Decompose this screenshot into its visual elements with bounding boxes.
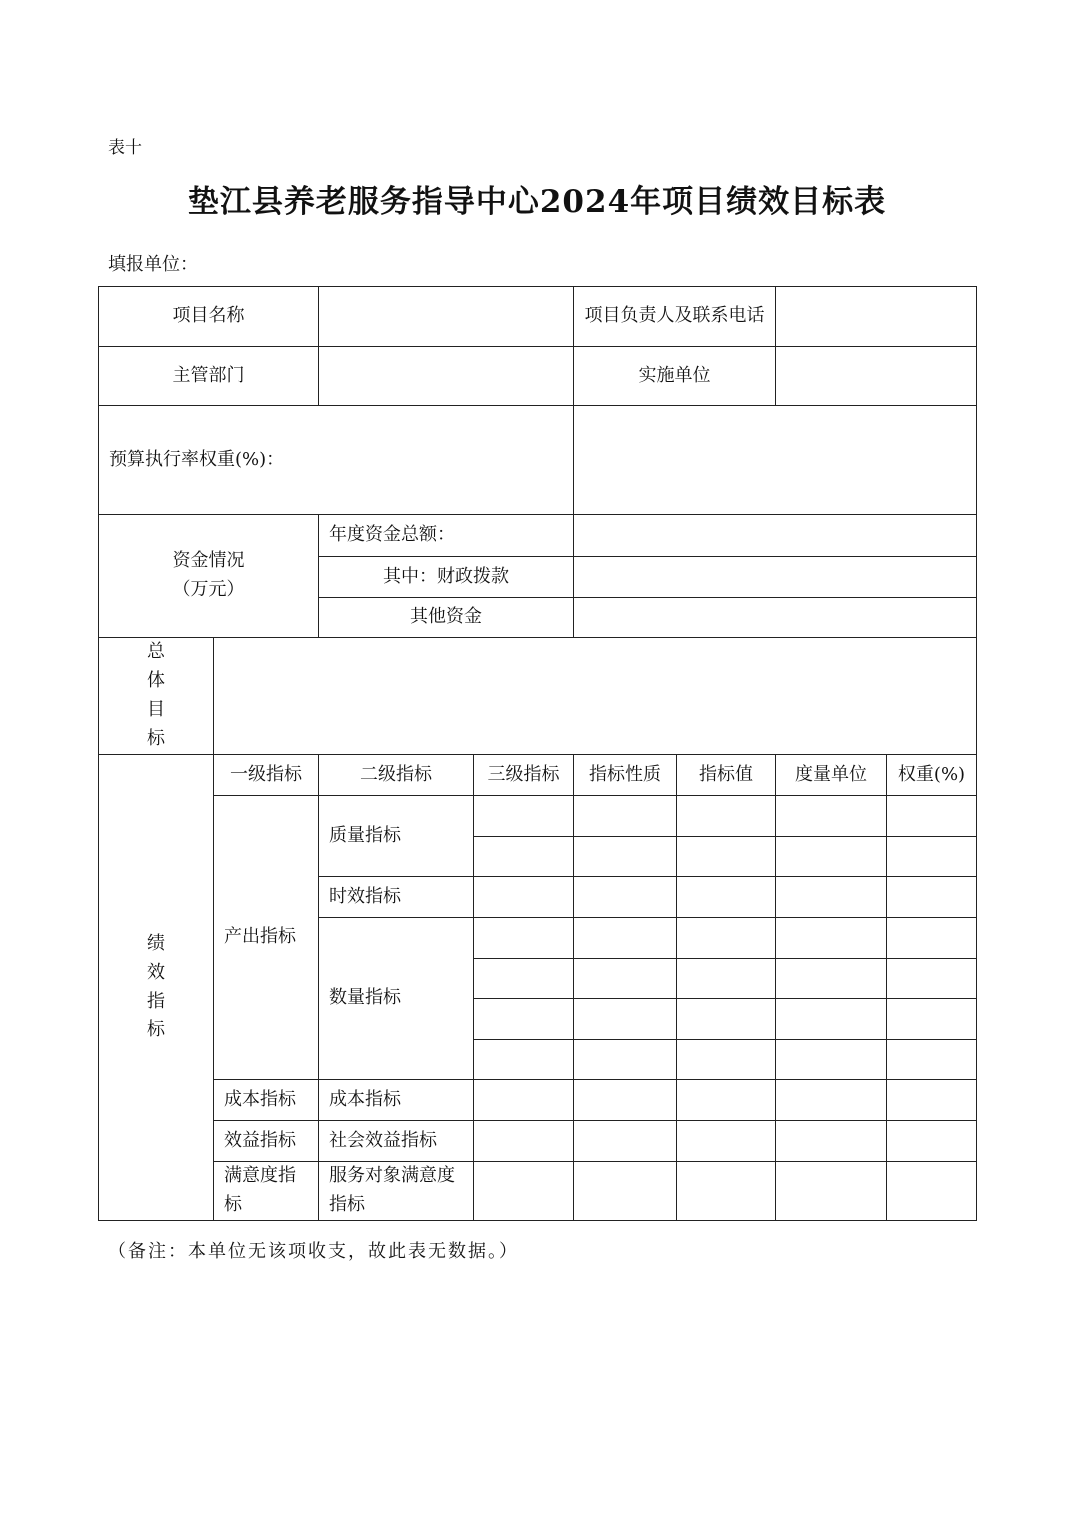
table-cell[interactable] (474, 1162, 574, 1221)
table-cell[interactable] (677, 1040, 776, 1080)
header-level3: 三级指标 (474, 755, 574, 796)
table-cell[interactable] (776, 877, 887, 918)
header-level2: 二级指标 (319, 755, 474, 796)
performance-char: 效 (147, 961, 165, 983)
benefit-indicator-level2: 社会效益指标 (319, 1121, 474, 1162)
table-cell[interactable] (474, 999, 574, 1040)
header-level1: 一级指标 (214, 755, 319, 796)
table-cell[interactable] (776, 1162, 887, 1221)
project-name-field[interactable] (319, 287, 574, 347)
header-weight: 权重(%) (887, 755, 977, 796)
satisfaction-indicator-level1: 满意度指标 (214, 1162, 319, 1221)
table-cell[interactable] (474, 1040, 574, 1080)
other-funds-field[interactable] (574, 598, 977, 638)
table-cell[interactable] (677, 918, 776, 959)
table-cell[interactable] (474, 1080, 574, 1121)
overall-goal-char: 标 (147, 727, 165, 749)
table-number-label: 表十 (108, 138, 142, 158)
reporting-unit-label: 填报单位： (108, 254, 198, 275)
table-cell[interactable] (776, 1080, 887, 1121)
overall-goal-char: 目 (147, 699, 165, 720)
cost-indicator-level2: 成本指标 (319, 1080, 474, 1121)
table-cell[interactable] (574, 837, 677, 877)
benefit-indicator-level1: 效益指标 (214, 1121, 319, 1162)
annual-total-field[interactable] (574, 515, 977, 557)
performance-target-table (98, 286, 977, 1221)
table-cell[interactable] (474, 837, 574, 877)
table-cell[interactable] (776, 918, 887, 959)
overall-goal-char: 体 (147, 670, 165, 692)
quantity-indicator-label: 数量指标 (319, 918, 474, 1080)
performance-char: 指 (147, 990, 165, 1012)
table-cell[interactable] (776, 959, 887, 999)
overall-goal-label (99, 638, 214, 755)
budget-weight-label: 预算执行率权重(%)： (99, 406, 574, 515)
table-cell[interactable] (574, 1162, 677, 1221)
project-lead-label: 项目负责人及联系电话 (574, 287, 776, 347)
table-cell[interactable] (574, 1040, 677, 1080)
funds-label (99, 515, 319, 638)
department-label: 主管部门 (99, 347, 319, 406)
table-cell[interactable] (776, 1040, 887, 1080)
fiscal-allocation-label: 其中：财政拨款 (319, 557, 574, 598)
satisfaction-indicator-level2: 服务对象满意度指标 (319, 1162, 474, 1221)
table-cell[interactable] (574, 1121, 677, 1162)
table-cell[interactable] (776, 1121, 887, 1162)
performance-char: 绩 (147, 932, 165, 954)
table-cell[interactable] (887, 918, 977, 959)
table-cell[interactable] (887, 796, 977, 837)
table-cell[interactable] (574, 959, 677, 999)
table-cell[interactable] (574, 796, 677, 837)
table-cell[interactable] (677, 1162, 776, 1221)
table-cell[interactable] (677, 796, 776, 837)
output-indicator-label: 产出指标 (214, 796, 319, 1080)
budget-weight-field[interactable] (574, 406, 977, 515)
table-cell[interactable] (677, 959, 776, 999)
header-value: 指标值 (677, 755, 776, 796)
table-cell[interactable] (677, 1121, 776, 1162)
table-cell[interactable] (677, 999, 776, 1040)
quality-indicator-label: 质量指标 (319, 796, 474, 877)
annual-total-label: 年度资金总额： (319, 515, 574, 557)
table-cell[interactable] (776, 796, 887, 837)
table-cell[interactable] (677, 1080, 776, 1121)
timeliness-indicator-label: 时效指标 (319, 877, 474, 918)
table-cell[interactable] (887, 1121, 977, 1162)
department-field[interactable] (319, 347, 574, 406)
table-cell[interactable] (677, 877, 776, 918)
table-cell[interactable] (474, 1121, 574, 1162)
cost-indicator-level1: 成本指标 (214, 1080, 319, 1121)
table-cell[interactable] (887, 837, 977, 877)
implementing-unit-field[interactable] (776, 347, 977, 406)
table-cell[interactable] (887, 959, 977, 999)
project-lead-field[interactable] (776, 287, 977, 347)
other-funds-label: 其他资金 (319, 598, 574, 638)
overall-goal-field[interactable] (214, 638, 977, 755)
overall-goal-char: 总 (147, 641, 165, 663)
header-unit: 度量单位 (776, 755, 887, 796)
header-nature: 指标性质 (574, 755, 677, 796)
table-cell[interactable] (574, 877, 677, 918)
project-name-label: 项目名称 (99, 287, 319, 347)
footer-note: （备注：本单位无该项收支，故此表无数据。） (108, 1241, 519, 1262)
table-cell[interactable] (887, 1080, 977, 1121)
table-cell[interactable] (474, 918, 574, 959)
fiscal-allocation-field[interactable] (574, 557, 977, 598)
table-cell[interactable] (776, 837, 887, 877)
table-cell[interactable] (677, 837, 776, 877)
funds-label-text: 资金情况 (172, 550, 245, 572)
table-cell[interactable] (574, 1080, 677, 1121)
table-cell[interactable] (776, 999, 887, 1040)
performance-indicator-label (99, 755, 214, 1221)
table-cell[interactable] (574, 918, 677, 959)
table-cell[interactable] (887, 877, 977, 918)
table-cell[interactable] (887, 1162, 977, 1221)
table-cell[interactable] (474, 877, 574, 918)
table-cell[interactable] (474, 959, 574, 999)
table-cell[interactable] (887, 999, 977, 1040)
implementing-unit-label: 实施单位 (574, 347, 776, 406)
table-cell[interactable] (887, 1040, 977, 1080)
page-title: 垫江县养老服务指导中心2024年项目绩效目标表 (187, 184, 887, 220)
table-cell[interactable] (574, 999, 677, 1040)
funds-unit-text: （万元） (172, 579, 245, 600)
table-cell[interactable] (474, 796, 574, 837)
performance-char: 标 (147, 1019, 165, 1041)
